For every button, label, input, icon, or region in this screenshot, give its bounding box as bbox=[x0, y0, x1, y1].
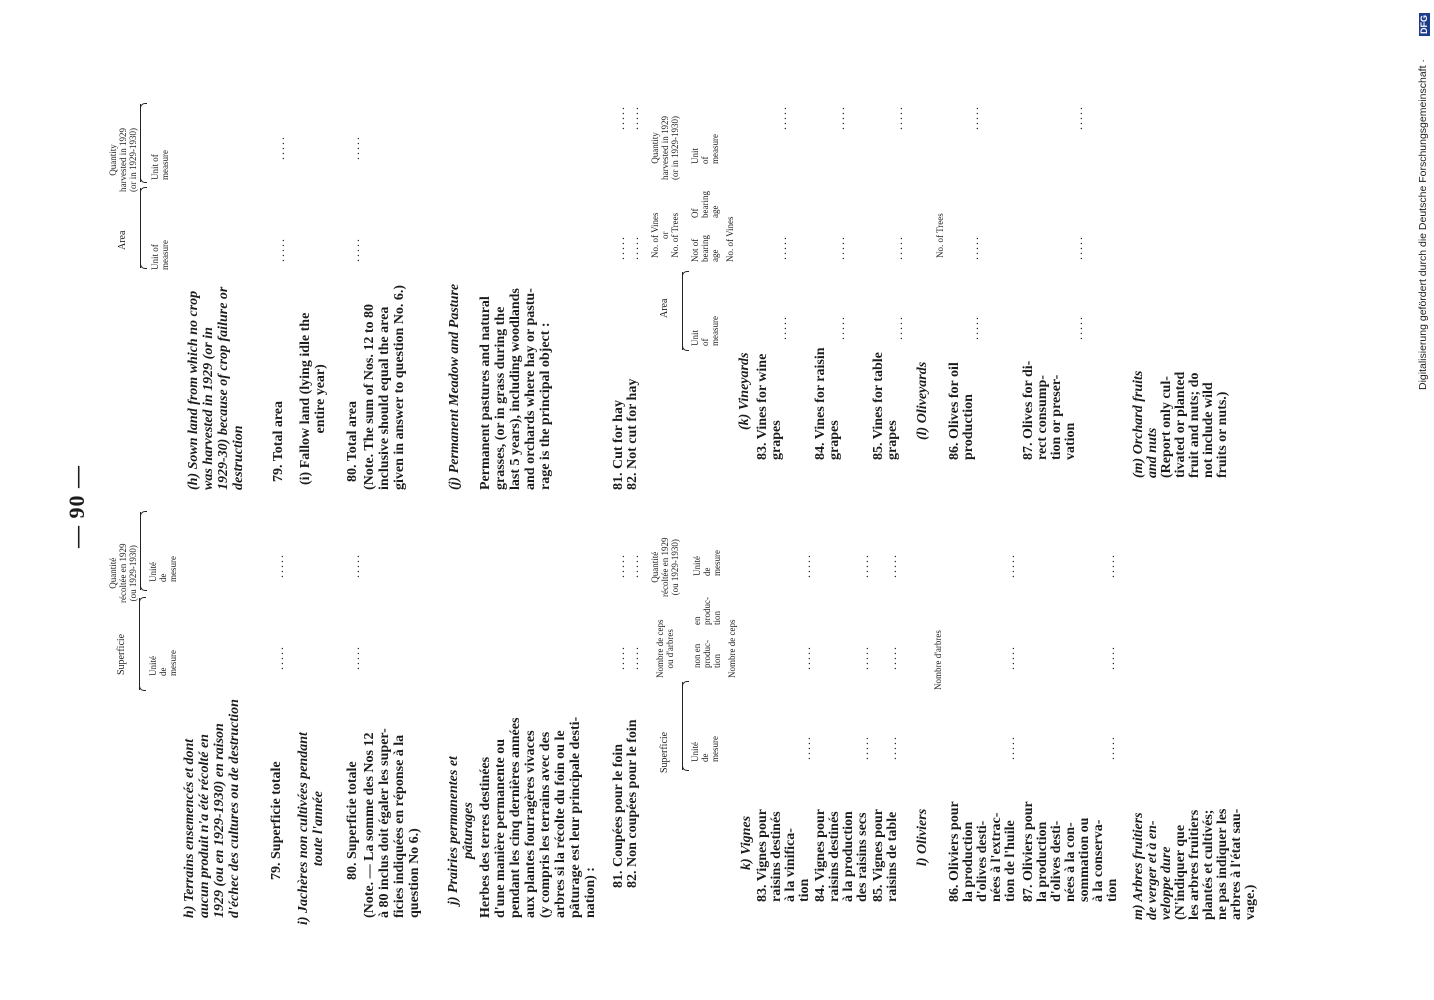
header2-non: non en produc- tion bbox=[692, 640, 722, 668]
dot-leader: ..... bbox=[833, 235, 847, 260]
section-m-fr: m) Arbres fruitiers de verger et à en- veloppe dure (N'indiquer que les arbres fruitiers plantés et cultivés; ne pas indiquer les arbres à l'état sau- vage.) bbox=[1131, 808, 1258, 920]
dot-leader: ..... bbox=[1103, 645, 1117, 670]
header2-of: Of bearing age bbox=[690, 191, 720, 218]
item-80-fr: 80. Superficie totale bbox=[345, 761, 360, 880]
dot-leader: ..... bbox=[1103, 553, 1117, 578]
header2-unite-2: Unité de mesure bbox=[692, 550, 722, 576]
section-j-en: (j) Permanent Meadow and Pasture bbox=[447, 283, 462, 490]
item-80-en: 80. Total area bbox=[345, 400, 360, 482]
dot-leader: ..... bbox=[613, 235, 627, 260]
header-brace bbox=[682, 682, 683, 770]
dot-leader: ..... bbox=[1003, 735, 1017, 760]
dot-leader: ..... bbox=[1103, 735, 1117, 760]
header2-nombre: Nombre de ceps ou d'arbres bbox=[655, 619, 675, 678]
section-m-en: (m) Orchard fruits and nuts (Report only cul- tivated or planted fruit and nuts; do not include wild fruits or nuts.) bbox=[1131, 370, 1230, 478]
item-86-fr: 86. Oliviers pour la production d'olives desti- nées à l'extrac- tion de l'huile bbox=[947, 801, 1018, 902]
dot-leader: ..... bbox=[273, 135, 287, 160]
dot-leader: ..... bbox=[967, 235, 981, 260]
section-l-fr: l) Oliviers bbox=[915, 808, 930, 866]
header-area: Area bbox=[117, 230, 128, 250]
header2-unit: Unit of measure bbox=[690, 316, 720, 346]
dot-leader: ..... bbox=[799, 735, 813, 760]
header-unite: Unité de mesure bbox=[148, 650, 178, 676]
nombre-arbres: Nombre d'arbres bbox=[933, 630, 943, 690]
header-brace bbox=[139, 598, 140, 690]
dot-leader: ..... bbox=[627, 105, 641, 130]
header-brace bbox=[140, 188, 141, 268]
header-quantity: Quantity harvested in 1929 (or in 1929-1930) bbox=[108, 128, 138, 192]
dot-leader: ..... bbox=[799, 645, 813, 670]
header-superficie: Superficie bbox=[116, 633, 127, 675]
header2-vines: No. of Vines or No. of Trees bbox=[650, 212, 680, 258]
dfg-logo: DFG bbox=[1419, 15, 1429, 34]
dot-leader: ..... bbox=[272, 553, 286, 578]
section-k-en: (k) Vineyards bbox=[737, 352, 752, 430]
dot-leader: ..... bbox=[891, 105, 905, 130]
dot-leader: ..... bbox=[273, 237, 287, 262]
dot-leader: ..... bbox=[613, 105, 627, 130]
dot-leader: ..... bbox=[627, 645, 641, 670]
dot-leader: ..... bbox=[627, 235, 641, 260]
dot-leader: ..... bbox=[967, 105, 981, 130]
header-brace bbox=[682, 272, 683, 350]
dot-leader: ..... bbox=[272, 645, 286, 670]
header-brace bbox=[140, 512, 141, 590]
section-h-en: (h) Sown land from which no crop was harvested in 1929 (or in 1929-30) because of crop failure or destruction bbox=[186, 286, 246, 490]
header-quantite: Quantité récoltée en 1929 (ou 1929-1930) bbox=[108, 543, 138, 603]
header2-quantite: Quantité récoltée en 1929 (ou 1929-1930) bbox=[650, 537, 680, 597]
note-80-fr: (Note. — La somme des Nos 12 à 80 inclus doit égaler les super- ficies indiquées en réponse à la question No 6.) bbox=[362, 728, 422, 918]
header2-novines: No. of Vines bbox=[725, 216, 735, 262]
dot-leader: ..... bbox=[891, 315, 905, 340]
item-84-fr: 84. Vignes pour raisins destinés à la production des raisins secs bbox=[813, 809, 870, 902]
item-82-fr: 82. Non coupées pour le foin bbox=[625, 719, 640, 888]
digitization-credit: Digitalisierung gefördert durch die Deutsche Forschungsgemeinschaft · bbox=[1417, 59, 1429, 390]
dot-leader: ..... bbox=[885, 645, 899, 670]
section-i-en: (i) Fallow land (lying idle the entire year) bbox=[298, 312, 328, 485]
dot-leader: ..... bbox=[348, 553, 362, 578]
dot-leader: ..... bbox=[1071, 235, 1085, 260]
header2-unite: Unité de mesure bbox=[690, 736, 720, 762]
dot-leader: ..... bbox=[857, 553, 871, 578]
dot-leader: ..... bbox=[1003, 645, 1017, 670]
dot-leader: ..... bbox=[613, 553, 627, 578]
header-superficie-2: Superficie bbox=[659, 731, 670, 773]
dot-leader: ..... bbox=[348, 645, 362, 670]
header2-nombre-ceps: Nombre de ceps bbox=[727, 619, 737, 678]
dot-leader: ..... bbox=[775, 315, 789, 340]
dot-leader: ..... bbox=[613, 645, 627, 670]
section-h-fr: h) Terrains ensemencés et dont aucun produit n'a été récolté en 1929 (ou en 1929-1930) en raison d'échec des cultures ou de destruction bbox=[182, 699, 242, 918]
note-80-en: (Note. The sum of Nos. 12 to 80 inclusive should equal the area given in answer to question No. 6.) bbox=[362, 284, 407, 490]
item-85-en: 85. Vines for table grapes bbox=[871, 352, 900, 460]
item-79-en: 79. Total area bbox=[271, 400, 286, 482]
item-82-en: 82. Not cut for hay bbox=[625, 378, 640, 490]
dot-leader: ..... bbox=[857, 645, 871, 670]
header-unite-2: Unité de mesure bbox=[148, 556, 178, 582]
item-84-en: 84. Vines for raisin grapes bbox=[813, 347, 842, 460]
item-86-en: 86. Olives for oil production bbox=[947, 362, 976, 460]
header2-area: Area bbox=[659, 298, 670, 318]
header-unit: Unit of measure bbox=[150, 240, 170, 270]
header-unit-2: Unit of measure bbox=[150, 150, 170, 180]
item-87-en: 87. Olives for di- rect consump- tion or preser- vation bbox=[1021, 360, 1078, 460]
item-79-fr: 79. Superficie totale bbox=[269, 761, 284, 880]
dot-leader: ..... bbox=[775, 105, 789, 130]
item-85-fr: 85. Vignes pour raisins de table bbox=[871, 809, 900, 902]
section-j-fr: j) Prairies permanentes et pâturages bbox=[446, 756, 476, 905]
dot-leader: ..... bbox=[857, 735, 871, 760]
section-j-text-fr: Herbes des terres destinées d'une manière permanente ou pendant les cinq dernières années aux plantes fourragères vivaces (y compris les terrains avec des arbres si la récolte du foin ou le pâturage est leur principale desti- nation) : bbox=[478, 716, 598, 918]
header2-en: en produc- tion bbox=[692, 597, 722, 625]
dot-leader: ..... bbox=[833, 105, 847, 130]
dot-leader: ..... bbox=[627, 553, 641, 578]
dot-leader: ..... bbox=[885, 735, 899, 760]
header2-not: Not of bearing age bbox=[690, 235, 720, 262]
page-number: — 90 — bbox=[64, 465, 89, 548]
dot-leader: ..... bbox=[1071, 315, 1085, 340]
section-l-en: (l) Oliveyards bbox=[915, 361, 930, 440]
item-81-fr: 81. Coupées pour le foin bbox=[611, 743, 626, 888]
dot-leader: ..... bbox=[348, 237, 362, 262]
header2-quantity: Quantity harvested in 1929 (or in 1929-1930) bbox=[650, 116, 680, 180]
item-83-en: 83. Vines for wine grapes bbox=[755, 353, 784, 460]
dot-leader: ..... bbox=[1071, 105, 1085, 130]
section-k-fr: k) Vignes bbox=[739, 815, 754, 870]
dot-leader: ..... bbox=[967, 315, 981, 340]
item-87-fr: 87. Oliviers pour la production d'olives desti- nées à la con- sommation ou à la conserva- tion bbox=[1021, 801, 1120, 902]
dot-leader: ..... bbox=[891, 235, 905, 260]
header-brace bbox=[140, 104, 141, 182]
dot-leader: ..... bbox=[833, 315, 847, 340]
no-trees: No. of Trees bbox=[935, 213, 945, 258]
header2-unit-2: Unit of measure bbox=[690, 134, 720, 164]
dot-leader: ..... bbox=[1003, 553, 1017, 578]
section-i-fr: i) Jachères non cultivées pendant toute l'année bbox=[296, 732, 326, 925]
item-83-fr: 83. Vignes pour raisins destinés à la vinifica- tion bbox=[755, 809, 812, 902]
section-j-text-en: Permanent pastures and natural grasses, (or in grass during the last 5 years), including woodlands and orchards where hay or pastu- rage is the principal object : bbox=[478, 288, 553, 490]
dot-leader: ..... bbox=[348, 135, 362, 160]
dot-leader: ..... bbox=[885, 553, 899, 578]
dot-leader: ..... bbox=[799, 553, 813, 578]
dot-leader: ..... bbox=[775, 235, 789, 260]
item-81-en: 81. Cut for hay bbox=[611, 400, 626, 490]
